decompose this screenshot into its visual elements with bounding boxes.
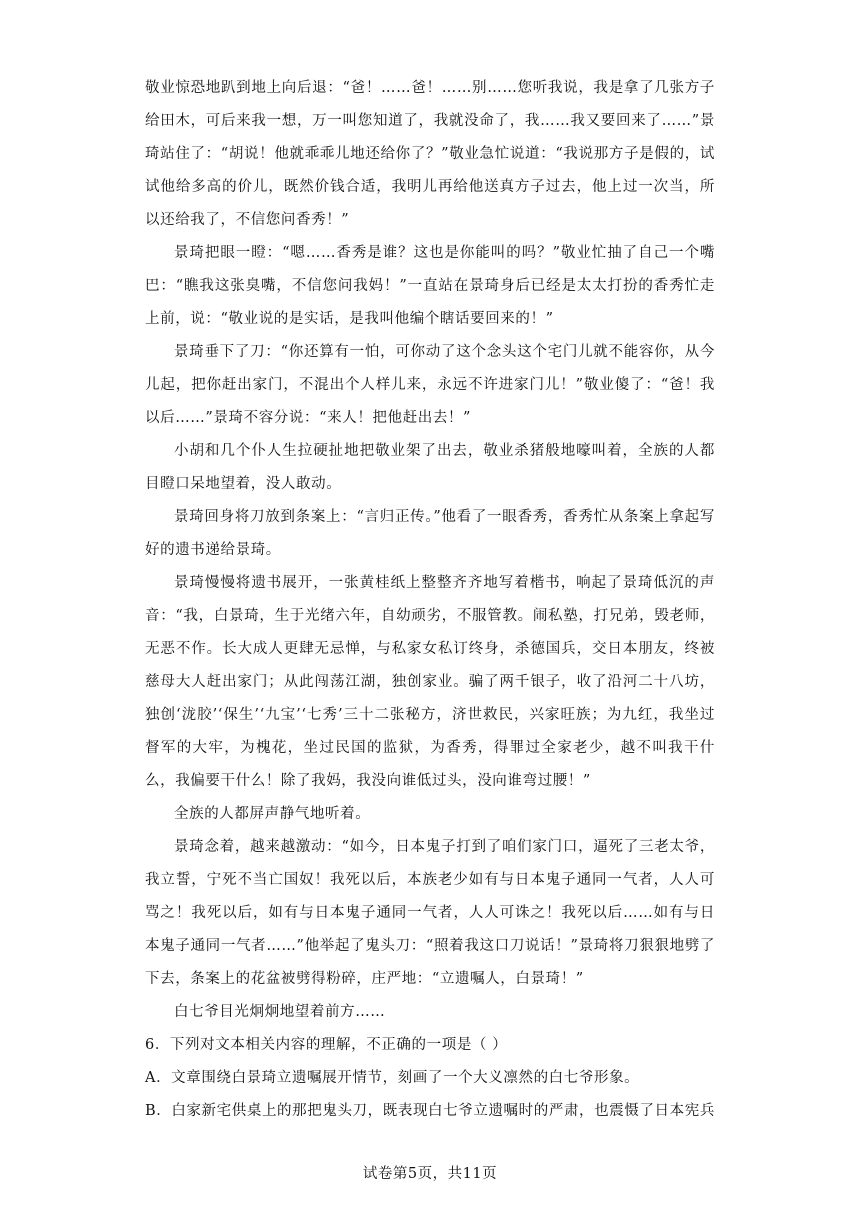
paragraph-2: 景琦把眼一瞪：“嗯……香秀是谁？这也是你能叫的吗？”敬业忙抽了自己一个嘴巴：“瞧我这张臭嘴，不信您问我妈！”一直站在景琦身后已经是太太打扮的香秀忙走上前，说：“敬业说的是实话，是我叫他编个瞎话要回来的！” — [145, 245, 715, 327]
paragraph-4: 小胡和几个仆人生拉硬扯地把敬业架了出去，敬业杀猪般地嚎叫着，全族的人都目瞪口呆地望着，没人敢动。 — [145, 443, 715, 492]
option-b: B．白家新宅供桌上的那把鬼头刀，既表现白七爷立遗嘱时的严肃，也震慑了日本宪兵 — [145, 1103, 715, 1119]
question-stem: 6．下列对文本相关内容的理解，不正确的一项是（ ） — [145, 1037, 508, 1053]
paragraph-7: 全族的人都屏声静气地听着。 — [174, 806, 371, 822]
paragraph-9: 白七爷目光炯炯地望着前方…… — [174, 1004, 386, 1020]
paragraph-3: 景琦垂下了刀：“你还算有一怕，可你动了这个念头这个宅门儿就不能容你，从今儿起，把你赶出家门，不混出个人样儿来，永远不许进家门儿！”敬业傻了：“爸！我以后……”景琦不容分说：“来人！把他赶出去！” — [145, 344, 715, 426]
page-footer: 试卷第5页，共11页 — [362, 1166, 498, 1182]
paragraph-8: 景琦念着，越来越激动：“如今，日本鬼子打到了咱们家门口，逼死了三老太爷，我立誓，宁死不当亡国奴！我死以后，本族老少如有与日本鬼子通同一气者，人人可骂之！我死以后，如有与日本鬼子通同一气者，人人可诛之！我死以后……如有与日本鬼子通同一气者……”他举起了鬼头刀：“照着我这口刀说话！”景琦将刀狠狠地劈了下去，条案上的花盆被劈得粉碎，庄严地：“立遗嘱人，白景琦！” — [145, 839, 715, 987]
passage-body — [145, 72, 715, 1128]
paragraph-5: 景琦回身将刀放到条案上：“言归正传。”他看了一眼香秀，香秀忙从条案上拿起写好的遗书递给景琦。 — [145, 509, 715, 558]
paragraph-1: 敬业惊恐地趴到地上向后退：“爸！……爸！……别……您听我说，我是拿了几张方子给田木，可后来我一想，万一叫您知道了，我就没命了，我……我又要回来了……”景琦站住了：“胡说！他就乖乖儿地还给你了？”敬业急忙说道：“我说那方子是假的，试试他给多高的价儿，既然价钱合适，我明儿再给他送真方子过去，他上过一次当，所以还给我了，不信您问香秀！” — [145, 80, 715, 228]
paragraph-6: 景琦慢慢将遗书展开，一张黄桂纸上整整齐齐地写着楷书，响起了景琦低沉的声音：“我，白景琦，生于光绪六年，自幼顽劣，不服管教。闹私塾，打兄弟，毁老师，无恶不作。长大成人更肆无忌惮，与私家女私订终身，杀德国兵，交日本朋友，终被慈母大人赶出家门；从此闯荡江湖，独创家业。骗了两千银子，收了沿河二十八坊，独创‘泷胶’‘保生’‘九宝’‘七秀’三十二张秘方，济世救民，兴家旺族；为九红，我坐过督军的大牢，为槐花，坐过民国的监狱，为香秀，得罪过全家老少，越不叫我干什么，我偏要干什么！除了我妈，我没向谁低过头，没向谁弯过腰！” — [145, 575, 715, 789]
option-a: A．文章围绕白景琦立遗嘱展开情节，刻画了一个大义凛然的白七爷形象。 — [145, 1070, 640, 1086]
